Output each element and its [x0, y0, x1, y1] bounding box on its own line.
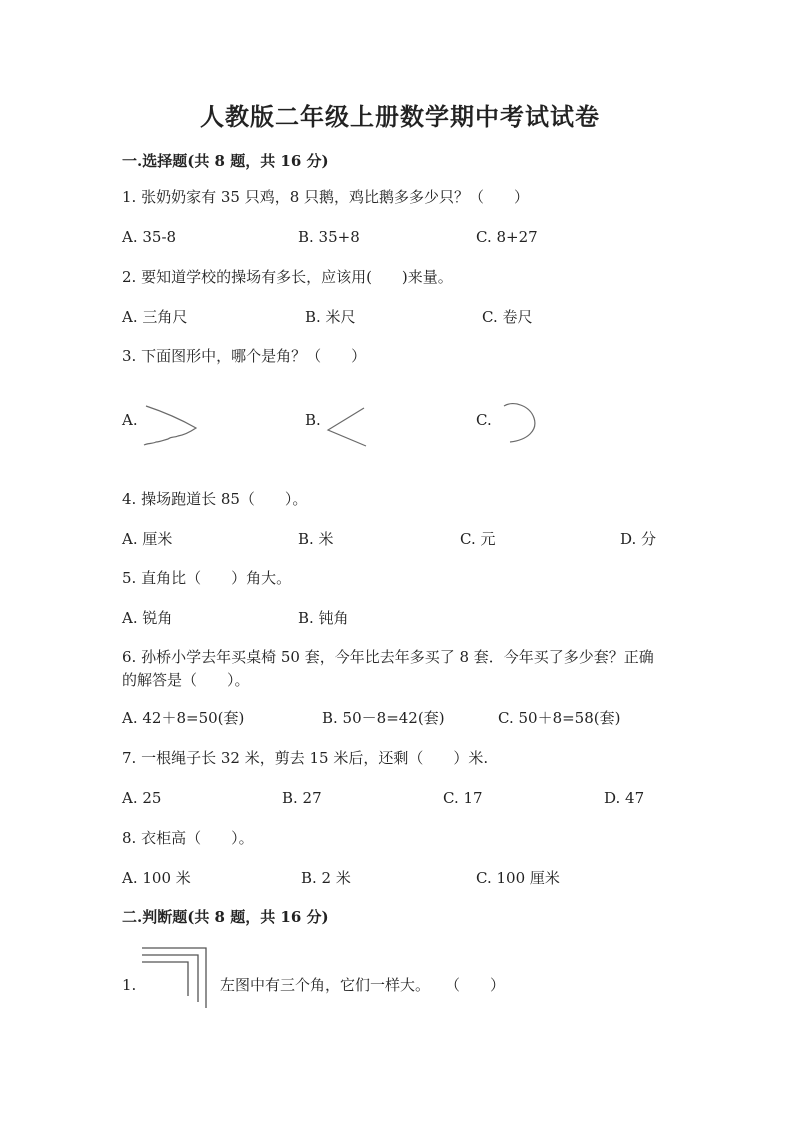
question-3: 3. 下面图形中，哪个是角？（ ） [122, 347, 367, 365]
q3-figure-a-wavy-lines [142, 402, 202, 448]
q7-option-a: A. 25 [122, 789, 162, 807]
judge-1-figure-nested-angles [140, 944, 216, 1012]
q4-option-b: B. 米 [298, 530, 334, 548]
judge-1-number: 1. [122, 976, 137, 994]
q3-figure-b-angle [322, 404, 372, 448]
q3-figure-c-curve [496, 400, 542, 448]
q2-option-b: B. 米尺 [305, 308, 356, 326]
q8-option-b: B. 2 米 [301, 869, 351, 887]
q1-option-c: C. 8+27 [476, 228, 538, 246]
q7-option-c: C. 17 [443, 789, 483, 807]
q8-option-c: C. 100 厘米 [476, 869, 560, 887]
question-2: 2. 要知道学校的操场有多长，应该用( )来量。 [122, 268, 453, 286]
question-5: 5. 直角比（ ）角大。 [122, 569, 292, 587]
judge-1-statement: 左图中有三个角，它们一样大。 （ ） [220, 976, 506, 994]
q1-option-a: A. 35-8 [122, 228, 177, 246]
question-4: 4. 操场跑道长 85（ ）。 [122, 490, 308, 508]
q6-option-b: B. 50－8=42(套) [322, 709, 445, 727]
q4-option-a: A. 厘米 [122, 530, 173, 548]
q5-option-b: B. 钝角 [298, 609, 349, 627]
question-6-line-2: 的解答是（ ）。 [122, 671, 250, 689]
question-8: 8. 衣柜高（ ）。 [122, 829, 254, 847]
q1-option-b: B. 35+8 [298, 228, 360, 246]
q6-option-a: A. 42＋8=50(套) [122, 709, 245, 727]
question-1: 1. 张奶奶家有 35 只鸡，8 只鹅，鸡比鹅多多少只？（ ） [122, 188, 530, 206]
q3-option-c: C. [476, 411, 492, 429]
q2-option-a: A. 三角尺 [122, 308, 188, 326]
question-6-line-1: 6. 孙桥小学去年买桌椅 50 套，今年比去年多买了 8 套．今年买了多少套？正确 [122, 648, 654, 666]
q3-option-a: A. [122, 411, 138, 429]
q7-option-d: D. 47 [604, 789, 645, 807]
q8-option-a: A. 100 米 [122, 869, 191, 887]
q4-option-d: D. 分 [620, 530, 657, 548]
section-choice-heading: 一.选择题(共 8 题，共 16 分) [122, 152, 329, 170]
q3-option-b: B. [305, 411, 321, 429]
q2-option-c: C. 卷尺 [482, 308, 533, 326]
q7-option-b: B. 27 [282, 789, 322, 807]
q5-option-a: A. 锐角 [122, 609, 173, 627]
page-title: 人教版二年级上册数学期中考试试卷 [200, 102, 600, 131]
section-judgement-heading: 二.判断题(共 8 题，共 16 分) [122, 908, 329, 926]
q4-option-c: C. 元 [460, 530, 496, 548]
question-7: 7. 一根绳子长 32 米，剪去 15 米后，还剩（ ）米. [122, 749, 489, 767]
q6-option-c: C. 50＋8=58(套) [498, 709, 621, 727]
